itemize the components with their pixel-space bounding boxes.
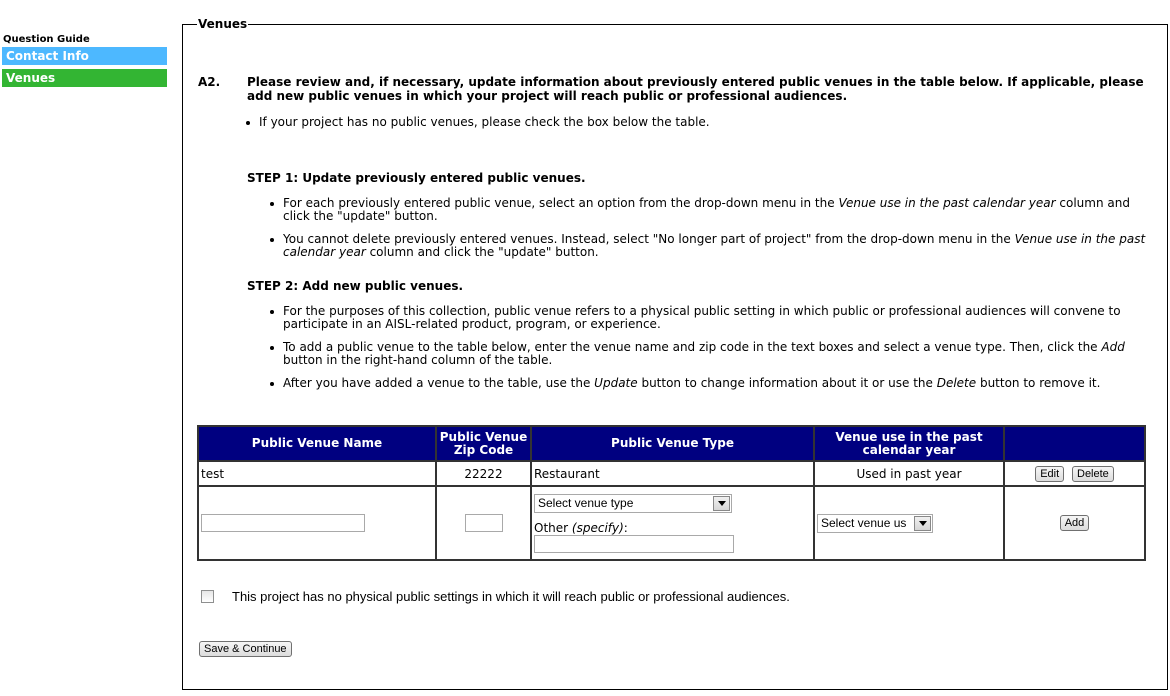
intro-bullet: If your project has no public venues, please check the box below the table. (243, 116, 1143, 129)
cell-venue-use: Used in past year (814, 461, 1004, 486)
cell-new-name (198, 486, 436, 560)
add-button[interactable]: Add (1060, 515, 1090, 531)
cell-new-use (814, 486, 1004, 560)
text: column and click the "update" button. (283, 196, 1130, 223)
cell-venue-type: Restaurant (531, 461, 814, 486)
venue-name-input[interactable] (201, 514, 365, 532)
col-header-actions (1004, 426, 1145, 461)
step1-heading: STEP 1: Update previously entered public venues. (247, 171, 586, 185)
fieldset-legend: Venues (198, 17, 248, 31)
step1-list (267, 197, 1147, 269)
save-area (199, 641, 292, 657)
text: button in the right-hand column of the table. (283, 353, 553, 367)
sidebar-item-venues[interactable]: Venues (2, 69, 167, 87)
dropdown-arrow-icon (914, 516, 931, 531)
sidebar-title: Question Guide (3, 34, 90, 45)
col-header-zip-code: Public Venue Zip Code (436, 426, 531, 461)
text: column and click the "update" button. (365, 245, 599, 259)
question-guide-sidebar (2, 34, 167, 91)
text: button to remove it. (976, 376, 1101, 390)
col-header-venue-name: Public Venue Name (198, 426, 436, 461)
col-header-venue-use: Venue use in the past calendar year (814, 426, 1004, 461)
venue-use-select[interactable] (817, 514, 933, 533)
emphasis: Venue use in the past calendar year (283, 232, 1146, 259)
step2-list (267, 305, 1147, 400)
no-venues-checkbox[interactable] (201, 590, 214, 603)
question-text: Please review and, if necessary, update information about previously entered public venues in the table below. If applicable, please add new public venues in which your project will reach public or professional audiences. (247, 75, 1144, 103)
zip-code-input[interactable] (465, 514, 503, 532)
cell-new-type (531, 486, 814, 560)
sidebar-item-contact-info[interactable]: Contact Info (2, 47, 167, 65)
step1-bullet (267, 197, 1147, 223)
dropdown-arrow-icon (713, 496, 730, 511)
venues-fieldset (182, 17, 1168, 690)
text: After you have added a venue to the table, use the (283, 376, 595, 390)
new-venue-row (198, 486, 1145, 560)
no-venues-label: This project has no physical public settings in which it will reach public or professional audiences. (232, 589, 790, 604)
emphasis: (specify) (571, 520, 624, 535)
text: : (623, 520, 628, 535)
step2-bullet: For the purposes of this collection, public venue refers to a physical public setting in which public or professional audiences will convene to participate in an AISL-related product, program, or experience. (267, 305, 1147, 331)
question-number: A2. (198, 75, 221, 89)
emphasis: Delete (936, 376, 977, 390)
text: Other (534, 520, 569, 535)
step1-bullet (267, 233, 1147, 259)
step2-bullet (267, 377, 1147, 390)
text: You cannot delete previously entered venues. Instead, select "No longer part of project" from the drop-down menu in the (283, 232, 1015, 246)
other-specify-label (534, 521, 811, 535)
table-row (198, 461, 1145, 486)
text: button to change information about it or use the (637, 376, 937, 390)
col-header-venue-type: Public Venue Type (531, 426, 814, 461)
cell-zip-code: 22222 (436, 461, 531, 486)
venue-type-select-value: Select venue type (538, 496, 634, 510)
delete-button[interactable]: Delete (1072, 466, 1114, 482)
cell-actions (1004, 461, 1145, 486)
cell-new-actions (1004, 486, 1145, 560)
emphasis: Venue use in the past calendar year (838, 196, 1056, 210)
cell-venue-name: test (198, 461, 436, 486)
venue-use-select-value: Select venue us (821, 516, 907, 530)
no-venues-row (201, 589, 790, 604)
step2-bullet (267, 341, 1147, 367)
text: To add a public venue to the table below, enter the venue name and zip code in the text boxes and select a venue type. Then, click the (283, 340, 1102, 354)
intro-list (243, 116, 1143, 129)
save-continue-button[interactable]: Save & Continue (199, 641, 292, 657)
emphasis: Add (1101, 340, 1125, 354)
other-specify-input[interactable] (534, 535, 734, 553)
edit-button[interactable]: Edit (1035, 466, 1064, 482)
cell-new-zip (436, 486, 531, 560)
text: For each previously entered public venue, select an option from the drop-down menu in the (283, 196, 839, 210)
venues-table (197, 425, 1146, 561)
venue-type-select[interactable] (534, 494, 732, 513)
step2-heading: STEP 2: Add new public venues. (247, 279, 464, 293)
emphasis: Update (594, 376, 638, 390)
table-header-row (198, 426, 1145, 461)
